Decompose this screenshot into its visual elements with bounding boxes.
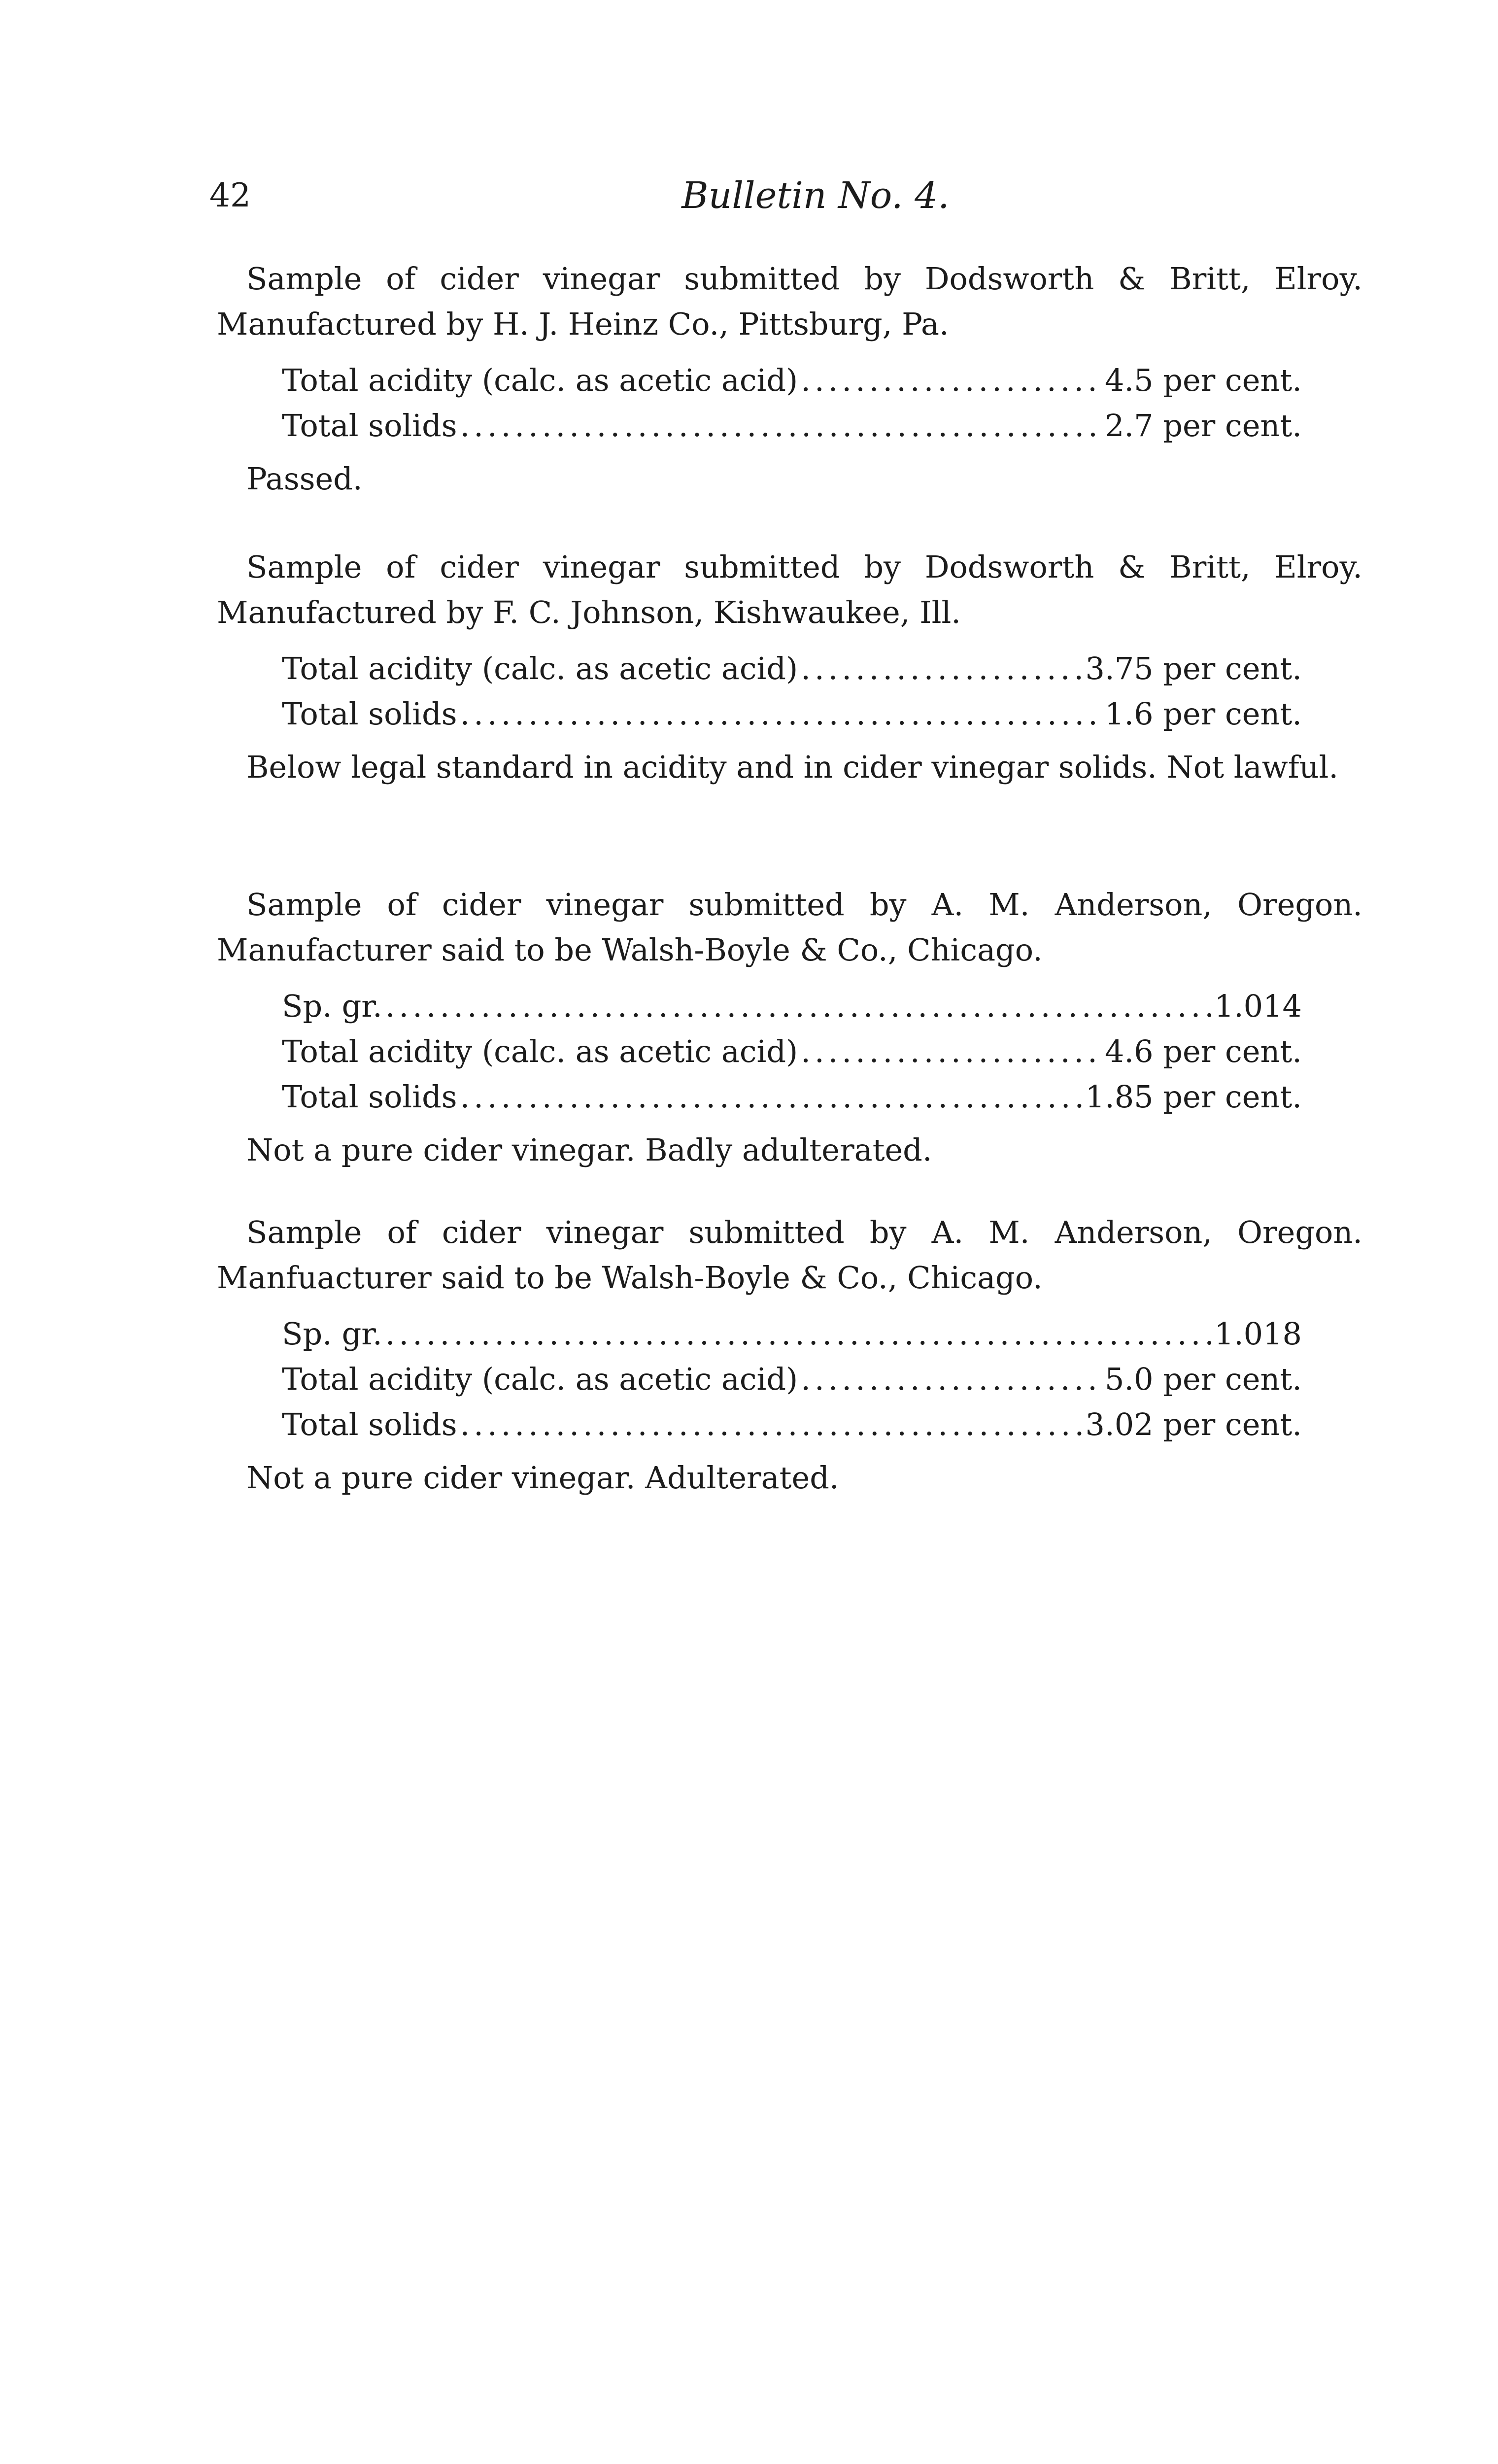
dot-leader xyxy=(460,1074,1083,1120)
result-row xyxy=(282,1402,1302,1447)
dot-leader xyxy=(801,358,1102,403)
dot-leader xyxy=(385,1311,1212,1357)
sample-description: Sample of cider vinegar submitted by Dodsworth & Britt, Elroy. Manufactured by F. C. Johnson, Kishwaukee, Ill. xyxy=(217,549,1362,630)
analysis-results xyxy=(217,358,1302,448)
result-label: Total acidity (calc. as acetic acid) xyxy=(282,362,798,398)
dot-leader xyxy=(801,1357,1102,1402)
result-value: 5.0 per cent. xyxy=(1104,1361,1302,1397)
result-label: Total acidity (calc. as acetic acid) xyxy=(282,1361,798,1397)
sample-entry-1 xyxy=(217,256,1362,502)
analysis-results xyxy=(217,984,1302,1120)
result-value: 2.7 per cent. xyxy=(1104,408,1302,444)
sample-entry-2 xyxy=(217,545,1362,790)
dot-leader xyxy=(460,1402,1083,1447)
analysis-results xyxy=(217,646,1302,737)
result-label: Total solids xyxy=(282,1406,457,1442)
page-header xyxy=(209,173,1362,228)
page-number: 42 xyxy=(209,176,251,214)
result-label: Sp. gr. xyxy=(282,1316,382,1352)
result-value: 3.75 per cent. xyxy=(1085,650,1302,686)
result-value: 4.6 per cent. xyxy=(1104,1033,1302,1069)
sample-verdict: Not a pure cider vinegar. Adulterated. xyxy=(246,1460,839,1496)
result-row xyxy=(282,1357,1302,1402)
result-row xyxy=(282,691,1302,737)
result-value: 1.6 per cent. xyxy=(1104,696,1302,732)
sample-description: Sample of cider vinegar submitted by A. M. Anderson, Oregon. Manfuacturer said to be Walsh-Boyle & Co., Chicago. xyxy=(217,1214,1362,1296)
dot-leader xyxy=(385,984,1212,1029)
result-row xyxy=(282,1311,1302,1357)
sample-entry-4 xyxy=(217,1210,1362,1501)
result-row xyxy=(282,403,1302,448)
result-label: Total acidity (calc. as acetic acid) xyxy=(282,650,798,686)
dot-leader xyxy=(460,403,1102,448)
result-value: 4.5 per cent. xyxy=(1104,362,1302,398)
result-label: Total solids xyxy=(282,408,457,444)
running-title: Bulletin No. 4. xyxy=(681,174,950,217)
result-value: 3.02 per cent. xyxy=(1085,1406,1302,1442)
result-row xyxy=(282,984,1302,1029)
analysis-results xyxy=(217,1311,1302,1447)
dot-leader xyxy=(801,1029,1102,1074)
sample-verdict: Passed. xyxy=(246,461,363,497)
sample-verdict: Not a pure cider vinegar. Badly adulterated. xyxy=(246,1132,932,1168)
sample-verdict: Below legal standard in acidity and in cider vinegar solids. Not lawful. xyxy=(246,749,1339,785)
dot-leader xyxy=(801,646,1082,691)
result-value: 1.85 per cent. xyxy=(1085,1079,1302,1115)
result-label: Total solids xyxy=(282,1079,457,1115)
result-label: Total acidity (calc. as acetic acid) xyxy=(282,1033,798,1069)
sample-description: Sample of cider vinegar submitted by Dodsworth & Britt, Elroy. Manufactured by H. J. Heinz Co., Pittsburg, Pa. xyxy=(217,261,1362,342)
result-label: Total solids xyxy=(282,696,457,732)
dot-leader xyxy=(460,691,1102,737)
result-row xyxy=(282,358,1302,403)
result-row xyxy=(282,1029,1302,1074)
result-value: 1.014 xyxy=(1214,988,1302,1024)
result-label: Sp. gr. xyxy=(282,988,382,1024)
sample-entry-3 xyxy=(217,882,1362,1173)
result-row xyxy=(282,646,1302,691)
sample-description: Sample of cider vinegar submitted by A. M. Anderson, Oregon. Manufacturer said to be Walsh-Boyle & Co., Chicago. xyxy=(217,887,1362,968)
result-value: 1.018 xyxy=(1214,1316,1302,1352)
result-row xyxy=(282,1074,1302,1120)
